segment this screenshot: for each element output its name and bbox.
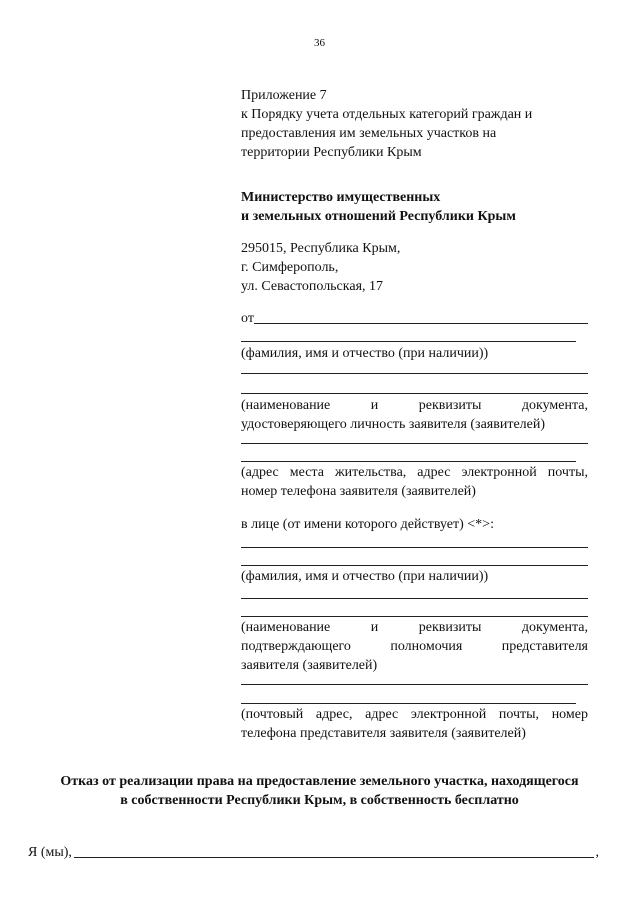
caption-line: подтверждающего полномочия представителя <box>241 639 588 654</box>
ministry-address <box>241 239 588 296</box>
address-line: ул. Севастопольская, 17 <box>241 279 384 294</box>
statement-start: Я (мы), <box>28 845 72 860</box>
caption-line: номер телефона заявителя (заявителей) <box>241 484 476 499</box>
caption-line: (наименование и реквизиты документа, <box>241 620 588 635</box>
appendix-line: к Порядку учета отдельных категорий граждан и <box>241 107 533 122</box>
appendix-line: территории Республики Крым <box>241 145 422 160</box>
from-fill-line[interactable] <box>254 309 588 324</box>
statement-end: , <box>595 845 599 860</box>
statement-fill-line[interactable] <box>74 843 594 858</box>
representative-doc-line[interactable] <box>241 598 588 599</box>
ministry-line: и земельных отношений Республики Крым <box>241 209 516 224</box>
representative-doc-line[interactable] <box>241 616 588 617</box>
document-title-line: в собственности Республики Крым, в собственность бесплатно <box>120 793 519 808</box>
applicant-doc-line[interactable] <box>241 393 588 394</box>
document-title <box>20 772 619 810</box>
applicant-fio-caption: (фамилия, имя и отчество (при наличии)) <box>241 346 489 361</box>
representative-fio-line[interactable] <box>241 547 588 548</box>
appendix-title: Приложение 7 <box>241 88 327 103</box>
representative-address-line[interactable] <box>241 684 588 685</box>
representative-address-caption <box>241 705 588 743</box>
address-line: г. Симферополь, <box>241 260 339 275</box>
appendix-line: предоставления им земельных участков на <box>241 126 497 141</box>
caption-line: удостоверяющего личность заявителя (заявителей) <box>241 417 546 432</box>
applicant-doc-line[interactable] <box>241 373 588 374</box>
caption-line: заявителя (заявителей) <box>241 658 378 673</box>
caption-line: (наименование и реквизиты документа, <box>241 398 588 413</box>
page-number: 36 <box>314 37 325 49</box>
applicant-address-line[interactable] <box>241 443 588 444</box>
from-row <box>241 309 588 328</box>
applicant-doc-caption <box>241 396 588 434</box>
applicant-address-caption <box>241 463 588 501</box>
representative-fio-caption: (фамилия, имя и отчество (при наличии)) <box>241 569 489 584</box>
applicant-address-line[interactable] <box>241 461 576 462</box>
appendix-block <box>241 86 588 162</box>
ministry-name <box>241 188 588 226</box>
applicant-fio-line[interactable] <box>241 341 576 342</box>
address-line: 295015, Республика Крым, <box>241 241 401 256</box>
statement-row <box>28 843 599 862</box>
caption-line: (адрес места жительства, адрес электронной почты, <box>241 465 588 480</box>
representative-intro: в лице (от имени которого действует) <*>: <box>241 517 494 532</box>
representative-doc-caption <box>241 618 588 675</box>
representative-address-line[interactable] <box>241 703 576 704</box>
document-title-line: Отказ от реализации права на предоставление земельного участка, находящегося <box>60 774 579 789</box>
caption-line: (почтовый адрес, адрес электронной почты, номер <box>241 707 588 722</box>
representative-fio-line[interactable] <box>241 565 588 566</box>
from-label: от <box>241 311 254 326</box>
caption-line: телефона представителя заявителя (заявителей) <box>241 726 526 741</box>
ministry-line: Министерство имущественных <box>241 190 441 205</box>
